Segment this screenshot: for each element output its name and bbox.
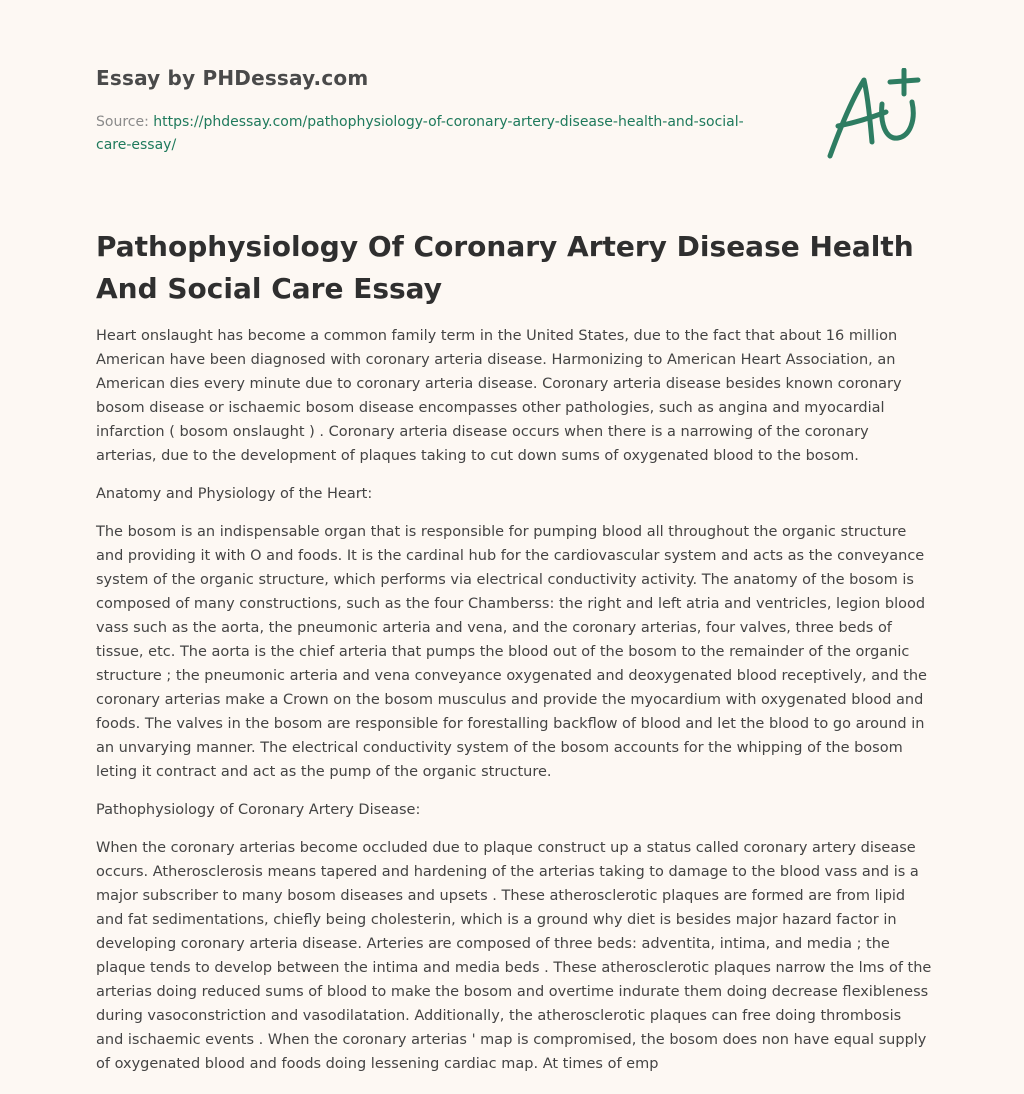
- section-heading-anatomy: Anatomy and Physiology of the Heart:: [96, 486, 373, 502]
- page-title: Pathophysiology Of Coronary Artery Disease Health And Social Care Essay: [96, 230, 914, 305]
- paragraph-pathophysiology: When the coronary arterias become occluded due to plaque construct up a status called coronary artery disease occurs. Atherosclerosis means tapered and hardening of the arterias taking to damage to the blood vass and is a major subscriber to many bosom diseases and upsets . These atherosclerotic plaques are formed are from lipid and fat sedimentations, chiefly being cholesterin, which is a ground why diet is besides major hazard factor in developing coronary arteria disease. Arteries are composed of three beds: adventita, intima, and media ; the plaque tends to develop between the intima and media beds . These atherosclerotic plaques narrow the lms of the arterias doing reduced sums of blood to make the bosom and overtime indurate them doing decrease flexibleness during vasoconstriction and vasodilatation. Additionally, the atherosclerotic plaques can free doing thrombosis and ischaemic events . When the coronary arterias ' map is compromised, the bosom does non have equal supply of oxygenated blood and foods doing lessening cardiac map. At times of emp: [96, 840, 932, 1072]
- a-plus-logo-icon: [820, 68, 930, 164]
- site-brand: Essay by PHDessay.com: [96, 66, 369, 90]
- paragraph-intro: Heart onslaught has become a common family term in the United States, due to the fact that about 16 million American have been diagnosed with coronary arteria disease. Harmonizing to American Heart Association, an American dies every minute due to coronary arteria disease. Coronary arteria disease besides known coronary bosom disease or ischaemic bosom disease encompasses other pathologies, such as angina and myocardial infarction ( bosom onslaught ) . Coronary arteria disease occurs when there is a narrowing of the coronary arterias, due to the development of plaques taking to cut down sums of oxygenated blood to the bosom.: [96, 328, 902, 464]
- source-line: [96, 111, 756, 157]
- source-label: Source:: [96, 114, 149, 130]
- source-link[interactable]: https://phdessay.com/pathophysiology-of-coronary-artery-disease-health-and-social-care-essay/: [96, 114, 744, 153]
- paragraph-anatomy: The bosom is an indispensable organ that is responsible for pumping blood all throughout the organic structure and providing it with O and foods. It is the cardinal hub for the cardiovascular system and acts as the conveyance system of the organic structure, which performs via electrical conductivity activity. The anatomy of the bosom is composed of many constructions, such as the four Chamberss: the right and left atria and ventricles, legion blood vass such as the aorta, the pneumonic arteria and vena, and the coronary arterias, four valves, three beds of tissue, etc. The aorta is the chief arteria that pumps the blood out of the bosom to the remainder of the organic structure ; the pneumonic arteria and vena conveyance oxygenated and deoxygenated blood receptively, and the coronary arterias make a Crown on the bosom musculus and provide the myocardium with oxygenated blood and foods. The valves in the bosom are responsible for forestalling backflow of blood and let the blood to go around in an unvarying manner. The electrical conductivity system of the bosom accounts for the whipping of the bosom leting it contract and act as the pump of the organic structure.: [96, 524, 927, 780]
- essay-body: [96, 324, 932, 1090]
- section-heading-pathophysiology: Pathophysiology of Coronary Artery Disease:: [96, 802, 421, 818]
